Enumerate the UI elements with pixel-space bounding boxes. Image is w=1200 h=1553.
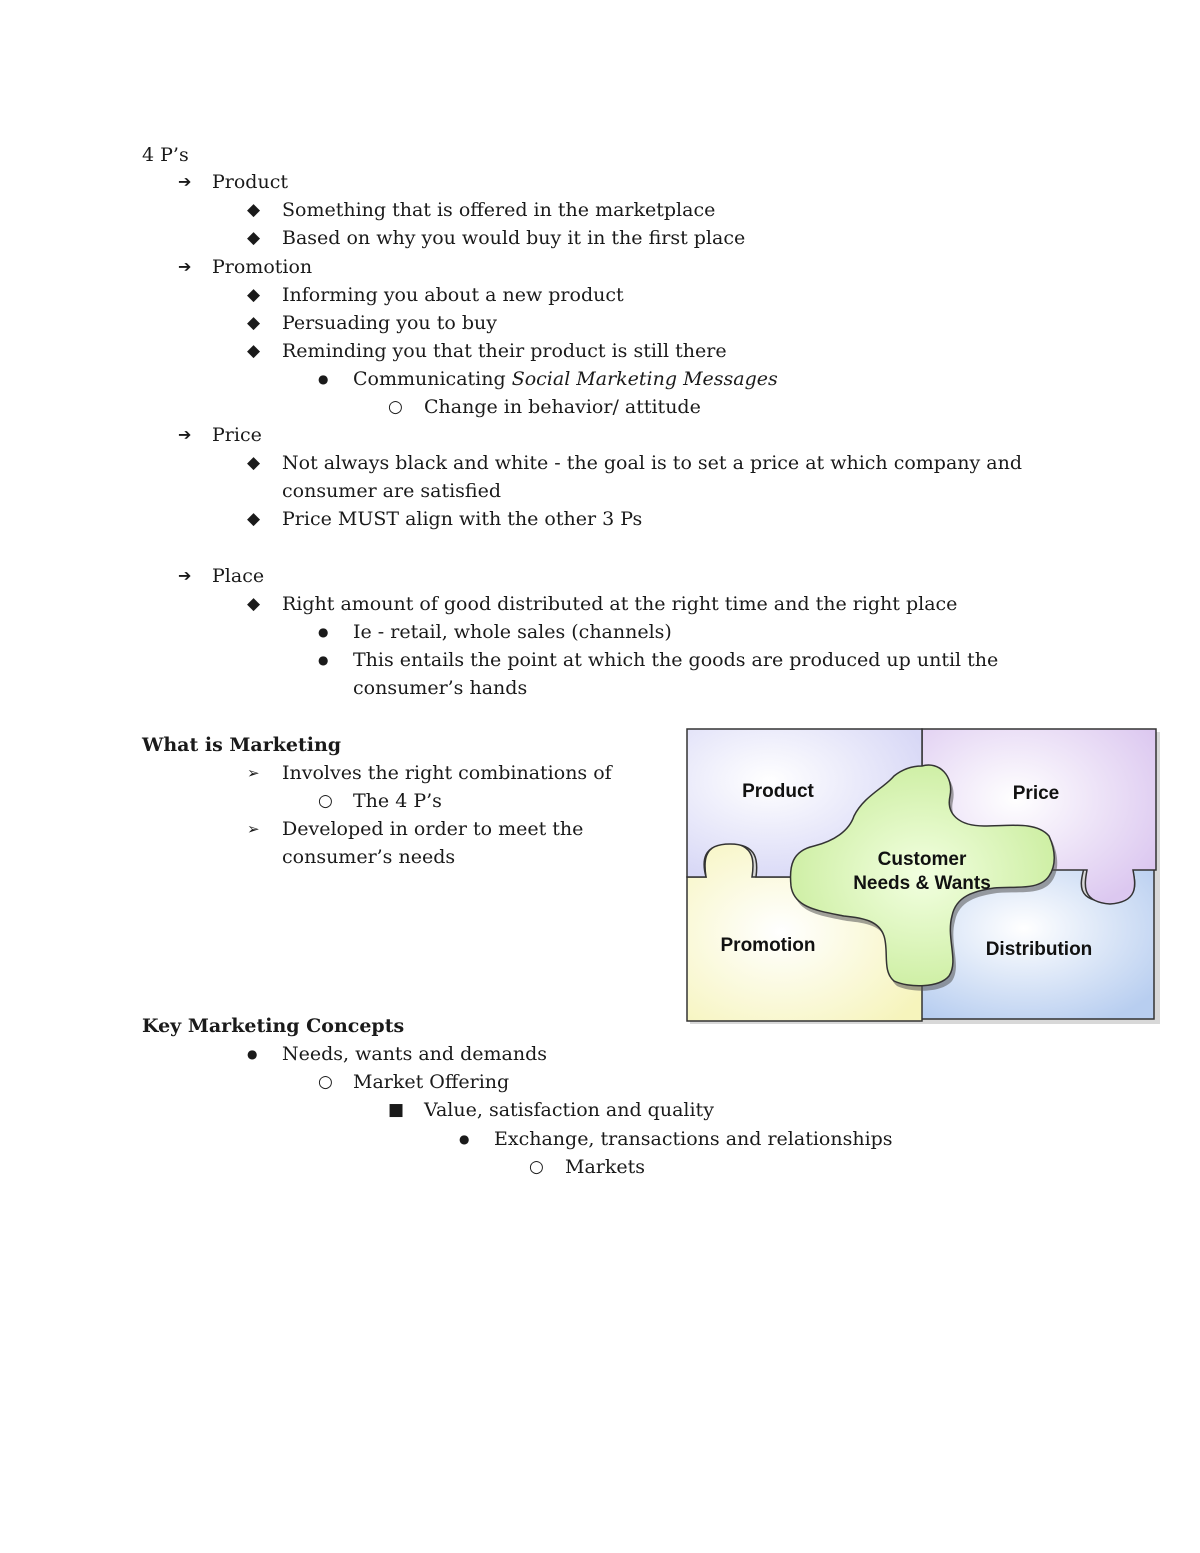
arrow-bullet-icon: ➔ bbox=[178, 257, 192, 276]
diamond-bullet-icon: ◆ bbox=[247, 453, 261, 473]
diamond-bullet-icon: ◆ bbox=[247, 313, 261, 333]
promotion-sub-item bbox=[353, 365, 778, 393]
promotion-sub-sub-item: Change in behavior/ attitude bbox=[424, 396, 701, 418]
diamond-bullet-icon: ◆ bbox=[247, 341, 261, 361]
center-label-line-1: Customer bbox=[877, 849, 967, 870]
arrowhead-bullet-icon: ➢ bbox=[247, 764, 260, 782]
dot-bullet-icon: ● bbox=[318, 653, 329, 667]
square-bullet-icon: ■ bbox=[388, 1100, 405, 1120]
marketing-item-2-line-1: Developed in order to meet the bbox=[282, 818, 584, 840]
promotion-item-3: Reminding you that their product is still there bbox=[282, 340, 727, 362]
concept-level-2: Market Offering bbox=[353, 1071, 510, 1093]
center-label-line-2: Needs & Wants bbox=[853, 873, 991, 894]
diamond-bullet-icon: ◆ bbox=[247, 594, 261, 614]
diamond-bullet-icon: ◆ bbox=[247, 200, 261, 220]
section-title-4ps: 4 P’s bbox=[142, 144, 189, 166]
arrow-bullet-icon: ➔ bbox=[178, 172, 192, 191]
dot-bullet-icon: ● bbox=[247, 1047, 258, 1061]
arrow-bullet-icon: ➔ bbox=[178, 425, 192, 444]
place-item: Right amount of good distributed at the right time and the right place bbox=[282, 593, 958, 615]
diamond-bullet-icon: ◆ bbox=[247, 509, 261, 529]
concept-level-5: Markets bbox=[565, 1156, 646, 1178]
marketing-item-2-line-2: consumer’s needs bbox=[282, 846, 456, 868]
key-concepts-heading: Key Marketing Concepts bbox=[142, 1015, 405, 1037]
diamond-bullet-icon: ◆ bbox=[247, 285, 261, 305]
circle-bullet-icon: ○ bbox=[318, 1072, 333, 1092]
concept-level-4: Exchange, transactions and relationships bbox=[494, 1128, 893, 1150]
concept-level-1: Needs, wants and demands bbox=[282, 1043, 548, 1065]
price-item-1-line-2: consumer are satisfied bbox=[282, 480, 502, 502]
price-heading: Price bbox=[212, 424, 262, 446]
promotion-heading: Promotion bbox=[212, 256, 313, 278]
promotion-item-2: Persuading you to buy bbox=[282, 312, 497, 334]
arrowhead-bullet-icon: ➢ bbox=[247, 820, 260, 838]
price-label: Price bbox=[1012, 783, 1060, 804]
product-label: Product bbox=[742, 781, 814, 802]
price-item-2: Price MUST align with the other 3 Ps bbox=[282, 508, 643, 530]
dot-bullet-icon: ● bbox=[318, 625, 329, 639]
dot-bullet-icon: ● bbox=[459, 1132, 470, 1146]
marketing-mix-puzzle bbox=[684, 726, 1164, 1026]
product-heading: Product bbox=[212, 171, 288, 193]
concept-level-3: Value, satisfaction and quality bbox=[424, 1099, 714, 1121]
circle-bullet-icon: ○ bbox=[388, 397, 403, 417]
circle-bullet-icon: ○ bbox=[318, 791, 333, 811]
distribution-label: Distribution bbox=[985, 939, 1093, 960]
what-is-marketing-heading: What is Marketing bbox=[142, 734, 342, 756]
place-sub-item-2-line-1: This entails the point at which the goods are produced up until the bbox=[353, 649, 999, 671]
circle-bullet-icon: ○ bbox=[529, 1157, 544, 1177]
diamond-bullet-icon: ◆ bbox=[247, 228, 261, 248]
marketing-item-1-sub: The 4 P’s bbox=[353, 790, 442, 812]
promotion-label: Promotion bbox=[720, 935, 816, 956]
social-marketing-messages: Social Marketing Messages bbox=[511, 368, 778, 390]
marketing-item-1: Involves the right combinations of bbox=[282, 762, 612, 784]
price-item-1-line-1: Not always black and white - the goal is to set a price at which company and bbox=[282, 452, 1023, 474]
arrow-bullet-icon: ➔ bbox=[178, 566, 192, 585]
product-item-1: Something that is offered in the marketplace bbox=[282, 199, 716, 221]
dot-bullet-icon: ● bbox=[318, 372, 329, 386]
product-item-2: Based on why you would buy it in the first place bbox=[282, 227, 746, 249]
place-heading: Place bbox=[212, 565, 265, 587]
place-sub-item-1: Ie - retail, whole sales (channels) bbox=[353, 621, 672, 643]
place-sub-item-2-line-2: consumer’s hands bbox=[353, 677, 528, 699]
promotion-sub-prefix: Communicating bbox=[353, 368, 512, 390]
promotion-item-1: Informing you about a new product bbox=[282, 284, 624, 306]
